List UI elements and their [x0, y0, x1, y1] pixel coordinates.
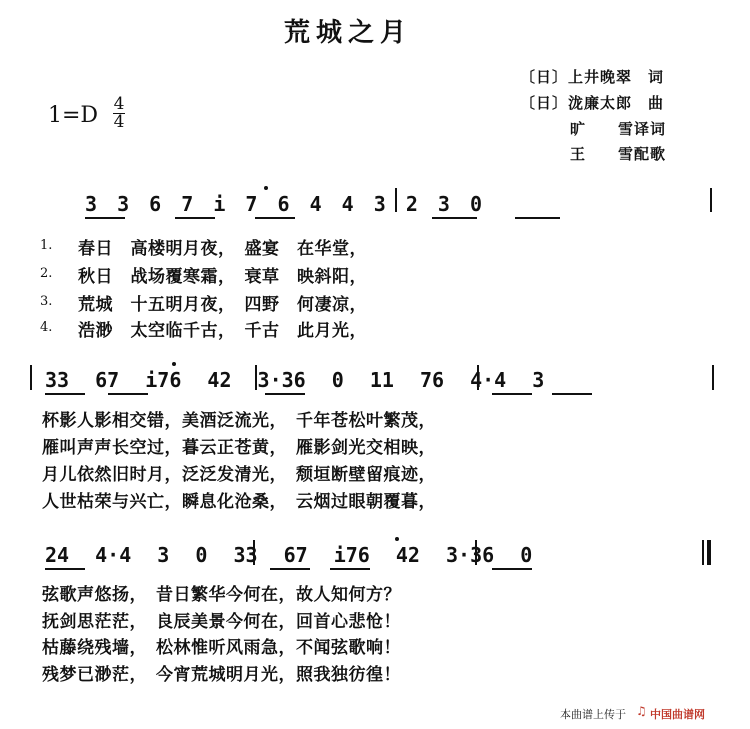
notation-line-3: 24 4·4 3 0 33 67 i76 42 3·36 0	[45, 543, 533, 567]
site-logo[interactable]: 中国曲谱网	[650, 708, 705, 721]
beam	[552, 393, 592, 395]
lyric-line: 月儿依然旧时月，泛泛发清光， 颓垣断壁留痕迹，	[42, 465, 436, 485]
high-octave-dot	[395, 537, 399, 541]
key-signature: 1=D	[48, 103, 99, 128]
music-logo-icon: ♫	[636, 704, 647, 718]
beam	[492, 393, 532, 395]
beam	[108, 393, 148, 395]
high-octave-dot	[264, 186, 268, 190]
verse-number: 2.	[40, 266, 53, 281]
beam	[270, 568, 310, 570]
credit-arranger: 王 雪配歌	[570, 145, 667, 163]
barline	[712, 365, 714, 390]
lyric-line: 残梦已渺茫， 今宵荒城明月光，照我独彷徨！	[42, 665, 401, 685]
lyric-line: 弦歌声悠扬， 昔日繁华今何在，故人知何方？	[42, 585, 401, 605]
verse-number: 4.	[40, 320, 53, 335]
time-signature-bottom: 4	[113, 112, 125, 132]
time-signature	[113, 96, 125, 131]
lyric-line: 抚剑思茫茫， 良辰美景今何在，回首心悲怆！	[42, 612, 401, 632]
lyric-line: 枯藤绕残墙， 松林惟听风雨急，不闻弦歌响！	[42, 638, 401, 658]
page-title: 荒城之月	[284, 18, 413, 48]
high-octave-dot	[172, 362, 176, 366]
beam	[432, 217, 477, 219]
lyric-line: 秋日 战场覆寒霜， 衰草 映斜阳，	[78, 267, 367, 287]
time-signature-top: 4	[113, 94, 125, 114]
credit-translator: 旷 雪译词	[570, 120, 667, 138]
lyric-line: 雁叫声声长空过，暮云正苍黄， 雁影剑光交相映，	[42, 438, 436, 458]
beam	[175, 217, 215, 219]
beam	[265, 393, 305, 395]
credit-composer: 〔日〕泷廉太郎 曲	[520, 94, 665, 112]
barline	[30, 365, 32, 390]
upload-notice: 本曲谱上传于	[560, 708, 626, 721]
barline	[710, 188, 712, 212]
verse-number: 1.	[40, 238, 53, 253]
beam	[492, 568, 532, 570]
lyric-line: 荒城 十五明月夜， 四野 何凄凉，	[78, 295, 367, 315]
beam	[330, 568, 370, 570]
beam	[255, 217, 295, 219]
lyric-line: 春日 高楼明月夜， 盛宴 在华堂，	[78, 239, 367, 259]
credit-lyricist: 〔日〕上井晚翠 词	[520, 68, 665, 86]
lyric-line: 浩渺 太空临千古， 千古 此月光，	[78, 321, 367, 341]
lyric-line: 人世枯荣与兴亡，瞬息化沧桑， 云烟过眼朝覆暮，	[42, 492, 436, 512]
verse-number: 3.	[40, 294, 53, 309]
beam	[85, 217, 125, 219]
notation-line-2: 33 67 i76 42 3·36 0 11 76 4·4 3	[45, 368, 545, 392]
lyric-line: 杯影人影相交错，美酒泛流光， 千年苍松叶繁茂，	[42, 411, 436, 431]
beam	[45, 568, 85, 570]
final-barline	[702, 540, 704, 565]
beam	[45, 393, 85, 395]
final-barline	[707, 540, 711, 565]
notation-line-1: 3 3 6 7 i 7 6 4 4 3 2 3 0	[85, 192, 483, 216]
beam	[515, 217, 560, 219]
